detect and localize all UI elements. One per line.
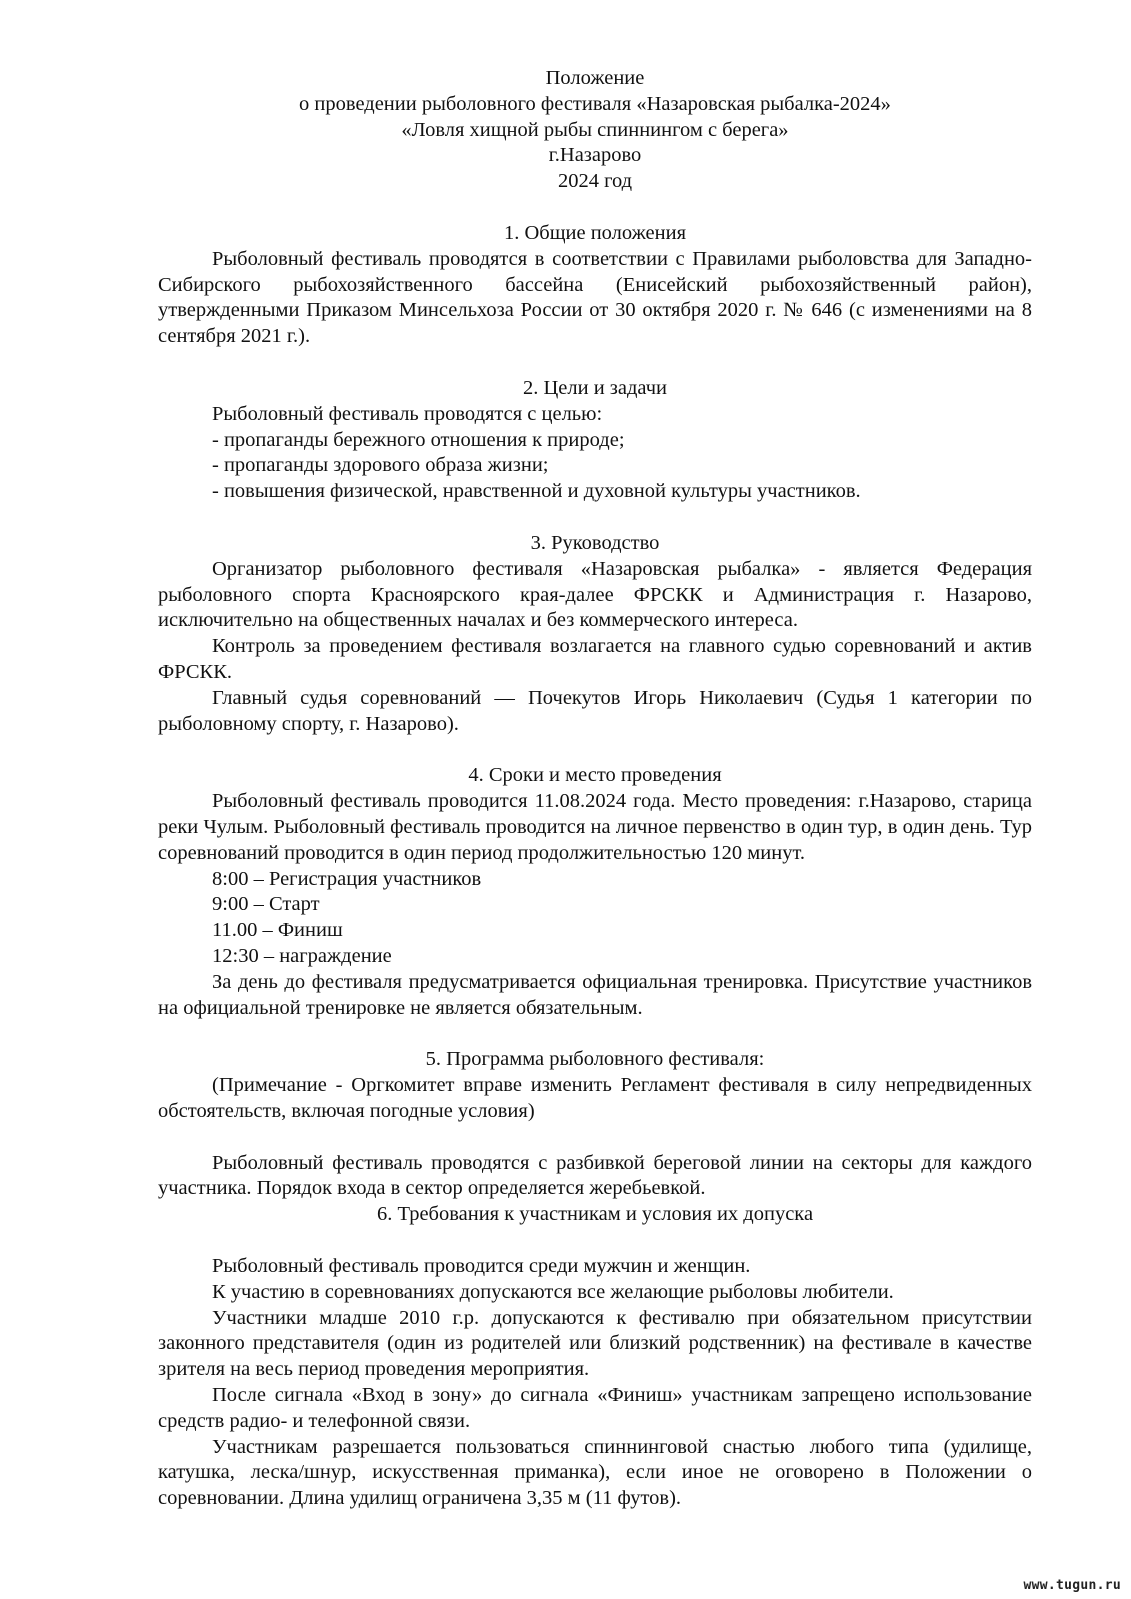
- section-heading: 4. Сроки и место проведения: [468, 764, 722, 787]
- title-year: 2024 год: [557, 170, 633, 193]
- paragraph: Рыболовный фестиваль проводятся в соответствии с Правилами рыболовства для Западно-Сибирского рыбохозяйственного бассейна (Енисейский рыбохозяйственный район), утвержденными Приказом Минсельхоза России от 30 октября 2020 г. № 646 (с изменениями на 8 сентября 2021 г.).: [158, 247, 1032, 348]
- paragraph: Организатор рыболовного фестиваля «Назаровская рыбалка» - является Федерация рыболовного спорта Красноярского края-далее ФРСКК и Администрация г. Назарово, исключительно на общественных началах и без коммерческого интереса.: [158, 557, 1032, 632]
- paragraph: За день до фестиваля предусматривается официальная тренировка. Присутствие участников на официальной тренировке не является обязательным.: [158, 970, 1032, 1019]
- paragraph: Участники младше 2010 г.р. допускаются к фестивалю при обязательном присутствии законного представителя (один из родителей или близкий родственник) на фестивале в качестве зрителя на весь период проведения мероприятия.: [158, 1306, 1032, 1381]
- paragraph: К участию в соревнованиях допускаются все желающие рыболовы любители.: [212, 1280, 894, 1303]
- paragraph: После сигнала «Вход в зону» до сигнала «Финиш» участникам запрещено использование средств радио- и телефонной связи.: [158, 1384, 1032, 1432]
- paragraph: Рыболовный фестиваль проводятся с разбивкой береговой линии на секторы для каждого участника. Порядок входа в сектор определяется жеребьевкой.: [158, 1151, 1032, 1200]
- schedule-item: 8:00 – Регистрация участников: [212, 867, 482, 890]
- section-heading: 5. Программа рыболовного фестиваля:: [425, 1048, 765, 1071]
- section-management: [158, 531, 1032, 737]
- paragraph: Рыболовный фестиваль проводится 11.08.2024 года. Место проведения: г.Назарово, старица реки Чулым. Рыболовный фестиваль проводится на личное первенство в один тур, в один день. Тур соревнований проводится в один период продолжительностью 120 минут.: [158, 790, 1032, 864]
- paragraph: Контроль за проведением фестиваля возлагается на главного судью соревнований и актив ФРСКК.: [158, 635, 1032, 683]
- document-page: [158, 66, 1032, 1512]
- document-title: [158, 66, 1032, 195]
- title-line-3: «Ловля хищной рыбы спиннингом с берега»: [401, 118, 789, 141]
- paragraph: Участникам разрешается пользоваться спиннинговой снастью любого типа (удилище, катушка, леска/шнур, искусственная приманка), если иное не оговорено в Положении о соревновании. Длина удилищ ограничена 3,35 м (11 футов).: [158, 1435, 1032, 1510]
- note-paragraph: (Примечание - Оргкомитет вправе изменить Регламент фестиваля в силу непредвиденных обстоятельств, включая погодные условия): [158, 1074, 1032, 1122]
- schedule-item: 12:30 – награждение: [212, 944, 392, 967]
- section-program: [158, 1047, 1032, 1202]
- schedule-item: 11.00 – Финиш: [212, 919, 343, 942]
- list-item: - повышения физической, нравственной и духовной культуры участников.: [212, 480, 861, 503]
- section-heading: 2. Цели и задачи: [522, 376, 667, 399]
- section-heading: 6. Требования к участникам и условия их допуска: [376, 1203, 814, 1226]
- list-item: - пропаганды бережного отношения к природе;: [212, 428, 625, 451]
- section-heading: 1. Общие положения: [504, 221, 686, 244]
- paragraph: Главный судья соревнований — Почекутов Игорь Николаевич (Судья 1 категории по рыболовному спорту, г. Назарово).: [158, 686, 1032, 735]
- paragraph: Рыболовный фестиваль проводится среди мужчин и женщин.: [212, 1255, 751, 1278]
- watermark: www.tugun.ru: [1023, 1578, 1121, 1593]
- section-goals: [158, 376, 1032, 505]
- title-line-1: Положение: [545, 67, 645, 89]
- title-line-2: о проведении рыболовного фестиваля «Назаровская рыбалка-2024»: [299, 92, 891, 115]
- paragraph: Рыболовный фестиваль проводятся с целью:: [212, 402, 603, 425]
- title-city: г.Назарово: [548, 144, 642, 167]
- section-requirements: [158, 1202, 1032, 1512]
- section-heading: 3. Руководство: [530, 531, 660, 554]
- section-general: [158, 221, 1032, 350]
- schedule-item: 9:00 – Старт: [212, 893, 320, 916]
- section-dates-place: [158, 763, 1032, 1021]
- list-item: - пропаганды здорового образа жизни;: [212, 454, 549, 477]
